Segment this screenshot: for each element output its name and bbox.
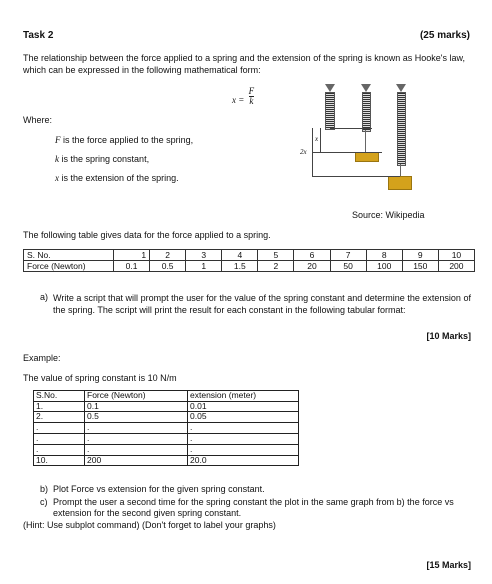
- hook-icon: [361, 84, 371, 92]
- figure-label-x: x: [315, 135, 319, 143]
- table-header: Force (Newton): [24, 261, 114, 272]
- intro-paragraph: The relationship between the force applied to a spring and the extension of the spring is known as Hooke's law, which can be expressed in the following mathematical form:: [23, 53, 465, 75]
- table-row: Force (Newton) 0.1 0.5 1 1.5 2 20 50 100 150 200: [24, 261, 475, 272]
- part-b-text: Plot Force vs extension for the given spring constant.: [53, 484, 265, 494]
- example-table: [33, 390, 299, 466]
- part-c-label: c): [40, 497, 48, 507]
- formula: [232, 87, 254, 106]
- formula-denominator: k: [249, 96, 254, 106]
- spring-coil-icon: [325, 92, 335, 130]
- task-marks: (25 marks): [419, 30, 470, 41]
- weight-icon: [355, 152, 379, 162]
- table-row: 2. 0.5 0.05: [34, 412, 299, 423]
- hint-text: (Hint: Use subplot command) (Don't forget to label your graphs): [23, 520, 276, 530]
- table-header: S. No.: [24, 250, 114, 261]
- final-marks: [15 Marks]: [426, 560, 471, 570]
- part-a-text: Write a script that will prompt the user for the value of the spring constant and determine the extension of the spring. The script will print the result for each constant in the following tabular format:: [53, 293, 471, 315]
- spring-figure: [300, 80, 430, 200]
- table-row: 1. 0.1 0.01: [34, 401, 299, 412]
- hook-icon: [325, 84, 335, 92]
- example-label: Example:: [23, 353, 61, 363]
- where-item-x: x is the extension of the spring.: [55, 173, 179, 183]
- where-item-k: k is the spring constant,: [55, 154, 150, 164]
- part-a-marks: [10 Marks]: [426, 331, 471, 341]
- hook-icon: [396, 84, 406, 92]
- table-caption: The following table gives data for the force applied to a spring.: [23, 230, 271, 240]
- table-row: 10. 200 20.0: [34, 455, 299, 466]
- spring-coil-icon: [362, 92, 371, 132]
- table-row: . . .: [34, 444, 299, 455]
- spring-coil-icon: [397, 92, 406, 166]
- part-b-label: b): [40, 484, 49, 494]
- table-header: extension (meter): [188, 391, 299, 402]
- where-item-f: F is the force applied to the spring,: [55, 135, 194, 145]
- part-c-text: Prompt the user a second time for the spring constant the plot in the same graph from b) the force vs extension for the second given spring constant.: [53, 497, 454, 518]
- formula-lhs: x =: [232, 94, 245, 105]
- example-text: The value of spring constant is 10 N/m: [23, 373, 177, 383]
- table-header: S.No.: [34, 391, 85, 402]
- table-row: [34, 391, 299, 402]
- part-a-label: a): [40, 292, 49, 302]
- figure-source: Source: Wikipedia: [352, 210, 425, 220]
- table-row: . . .: [34, 422, 299, 433]
- weight-icon: [388, 176, 412, 190]
- table-row: S. No. 1 2 3 4 5 6 7 8 9 10: [24, 250, 475, 261]
- task-title: Task 2: [23, 30, 54, 41]
- figure-label-2x: 2x: [300, 148, 307, 156]
- table-row: . . .: [34, 433, 299, 444]
- force-table: [23, 249, 475, 272]
- table-header: Force (Newton): [85, 391, 188, 402]
- formula-numerator: F: [248, 86, 255, 96]
- where-label: Where:: [23, 115, 53, 125]
